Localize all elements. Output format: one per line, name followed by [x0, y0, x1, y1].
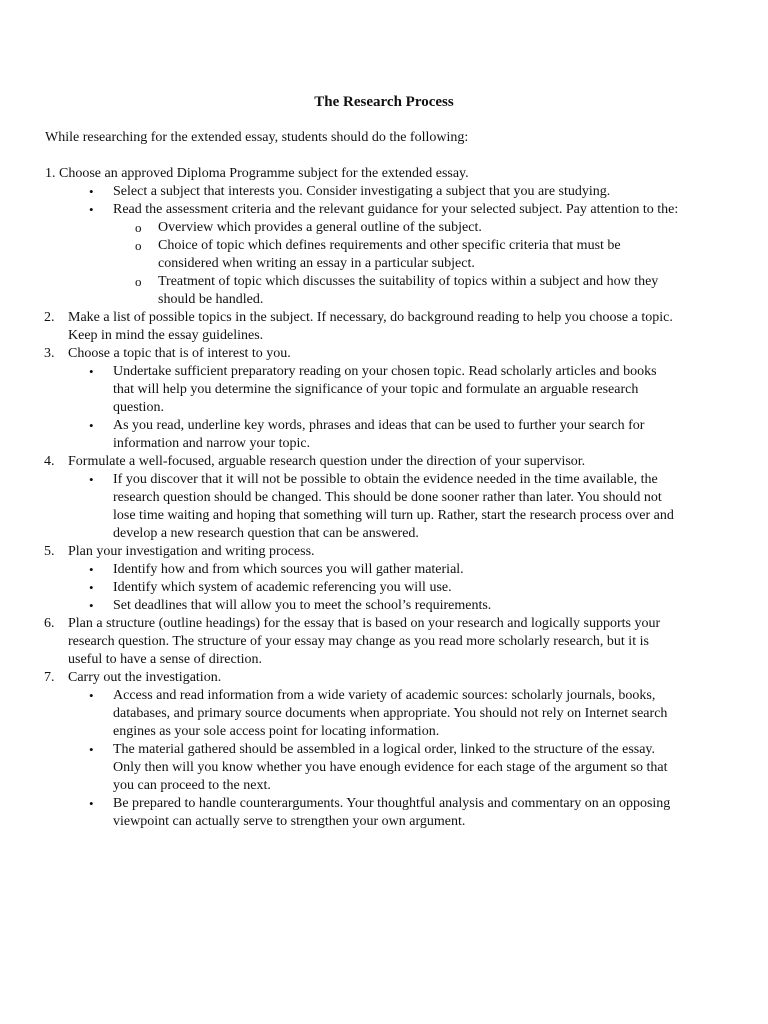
list-item: [0, 165, 700, 183]
list-item: [0, 543, 723, 561]
bullet-text: research question should be changed. This should be done sooner rather than later. You should not: [113, 490, 662, 505]
intro-paragraph: While researching for the extended essay, students should do the following:: [45, 130, 469, 145]
bullet-item: [0, 795, 723, 831]
list-item-number: 6.: [44, 616, 55, 631]
sub-bullet-item: [0, 273, 723, 309]
bullet-text: Undertake sufficient preparatory reading on your chosen topic. Read scholarly articles and books: [113, 364, 657, 379]
list-item-text: Keep in mind the essay guidelines.: [68, 328, 264, 343]
circle-bullet-icon: o: [135, 220, 142, 235]
bullet-icon: •: [89, 562, 94, 577]
sub-bullet-text: Overview which provides a general outline of the subject.: [158, 220, 482, 235]
bullet-text: Select a subject that interests you. Consider investigating a subject that you are studying.: [113, 184, 611, 199]
list-item-number: 5.: [44, 544, 55, 559]
bullet-icon: •: [89, 184, 94, 199]
bullet-icon: •: [89, 472, 94, 487]
bullet-item: [0, 561, 723, 579]
bullet-text: Set deadlines that will allow you to meet the school’s requirements.: [113, 598, 492, 613]
list-item: [0, 345, 723, 363]
bullet-text: Access and read information from a wide variety of academic sources: scholarly journals, books,: [113, 688, 656, 703]
list-item: [0, 453, 723, 471]
bullet-text: As you read, underline key words, phrases and ideas that can be used to further your search for: [113, 418, 645, 433]
list-item-text: Make a list of possible topics in the subject. If necessary, do background reading to help you choose a topic.: [68, 310, 673, 325]
bullet-text: databases, and primary source documents when appropriate. You should not rely on Internet search: [113, 706, 668, 721]
bullet-icon: •: [89, 688, 94, 703]
bullet-icon: •: [89, 202, 94, 217]
list-item-text: Plan a structure (outline headings) for the essay that is based on your research and logically supports your: [68, 616, 661, 631]
list-item-text: research question. The structure of your essay may change as you read more scholarly research, but it is: [68, 634, 649, 649]
circle-bullet-icon: o: [135, 238, 142, 253]
numbered-list: [0, 165, 768, 831]
bullet-text: that will help you determine the significance of your topic and formulate an arguable research: [113, 382, 639, 397]
list-item-text: useful to have a sense of direction.: [68, 652, 262, 667]
list-item-text: Plan your investigation and writing process.: [68, 544, 315, 559]
sub-bullet-text: considered when writing an essay in a particular subject.: [158, 256, 475, 271]
bullet-text: lose time waiting and hoping that something will turn up. Rather, start the research process over and: [113, 508, 674, 523]
bullet-text: The material gathered should be assembled in a logical order, linked to the structure of the essay.: [113, 742, 656, 757]
bullet-item: [0, 471, 723, 543]
bullet-item: [0, 741, 723, 795]
bullet-icon: •: [89, 742, 94, 757]
sub-bullet-text: Choice of topic which defines requirements and other specific criteria that must be: [158, 238, 621, 253]
bullet-text: Be prepared to handle counterarguments. Your thoughtful analysis and commentary on an opposing: [113, 796, 671, 811]
bullet-text: information and narrow your topic.: [113, 436, 311, 451]
bullet-text: question.: [113, 400, 164, 415]
bullet-text: you can proceed to the next.: [113, 778, 271, 793]
bullet-icon: •: [89, 364, 94, 379]
bullet-icon: •: [89, 418, 94, 433]
bullet-text: If you discover that it will not be possible to obtain the evidence needed in the time available, the: [113, 472, 658, 487]
list-item-text: Formulate a well-focused, arguable research question under the direction of your supervisor.: [68, 454, 586, 469]
bullet-item: [0, 183, 723, 201]
bullet-item: [0, 201, 723, 219]
bullet-text: viewpoint can actually serve to strengthen your own argument.: [113, 814, 466, 829]
list-item-number: 3.: [44, 346, 55, 361]
bullet-item: [0, 417, 723, 453]
page-title: The Research Process: [314, 94, 454, 110]
sub-bullet-item: [0, 219, 723, 237]
bullet-item: [0, 579, 723, 597]
bullet-text: Only then will you know whether you have enough evidence for each stage of the argument so that: [113, 760, 668, 775]
bullet-item: [0, 363, 723, 417]
list-item: [0, 309, 723, 345]
bullet-text: Identify how and from which sources you will gather material.: [113, 562, 464, 577]
bullet-icon: •: [89, 580, 94, 595]
bullet-item: [0, 687, 723, 741]
circle-bullet-icon: o: [135, 274, 142, 289]
bullet-item: [0, 597, 723, 615]
bullet-text: engines as your sole access point for locating information.: [113, 724, 440, 739]
sub-bullet-item: [0, 237, 723, 273]
list-item-number: 4.: [44, 454, 55, 469]
list-item: [0, 615, 723, 669]
sub-bullet-text: should be handled.: [158, 292, 264, 307]
list-item-number: 2.: [44, 310, 55, 325]
bullet-text: Read the assessment criteria and the relevant guidance for your selected subject. Pay attention to the:: [113, 202, 679, 217]
bullet-text: Identify which system of academic referencing you will use.: [113, 580, 452, 595]
list-item: [0, 669, 723, 687]
list-item-text: Carry out the investigation.: [68, 670, 222, 685]
bullet-text: develop a new research question that can be answered.: [113, 526, 419, 541]
bullet-icon: •: [89, 796, 94, 811]
list-item-text: Choose a topic that is of interest to you.: [68, 346, 291, 361]
list-item-number: 7.: [44, 670, 55, 685]
list-item-text: 1. Choose an approved Diploma Programme subject for the extended essay.: [45, 166, 469, 181]
sub-bullet-text: Treatment of topic which discusses the suitability of topics within a subject and how they: [158, 274, 659, 289]
bullet-icon: •: [89, 598, 94, 613]
